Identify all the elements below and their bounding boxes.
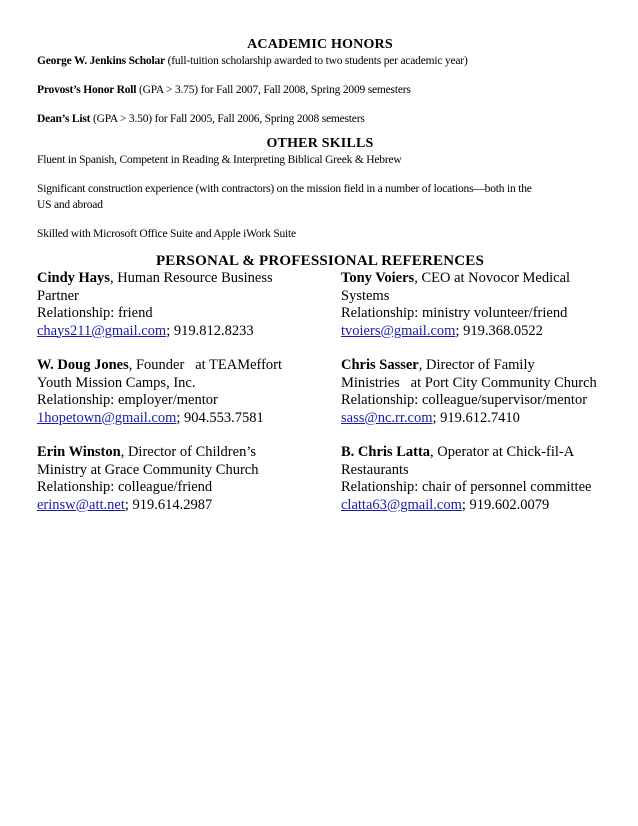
reference-relationship: Relationship: friend	[37, 305, 153, 321]
honor-title: George W. Jenkins Scholar	[37, 55, 165, 67]
reference-relationship: Relationship: employer/mentor	[37, 392, 218, 408]
references-left-column	[37, 270, 299, 531]
reference-name: Tony Voiers	[341, 270, 415, 286]
reference-email-link[interactable]: clatta63@gmail.com	[341, 496, 462, 513]
reference-email-link[interactable]: chays211@gmail.com	[37, 322, 167, 339]
reference-phone: ; 919.812.8233	[166, 322, 254, 339]
reference-title: , Director of Children’s	[120, 444, 256, 460]
reference-relationship: Relationship: ministry volunteer/friend	[341, 305, 568, 321]
reference-title-cont: Partner	[37, 287, 79, 304]
reference-relationship: Relationship: colleague/friend	[37, 479, 213, 495]
reference-phone: ; 919.614.2987	[124, 496, 213, 513]
reference-title: , CEO at Novocor Medical	[414, 270, 571, 286]
reference-title-cont: Restaurants	[341, 461, 409, 478]
reference-name: Chris Sasser	[341, 357, 419, 373]
reference-entry	[37, 270, 299, 340]
reference-entry	[341, 270, 603, 340]
reference-title: , Founder at TEAMeffort	[128, 357, 283, 373]
reference-phone: ; 919.368.0522	[455, 322, 543, 339]
honor-detail: (full-tuition scholarship awarded to two students per academic year)	[164, 55, 468, 67]
reference-title-cont: Youth Mission Camps, Inc.	[37, 374, 196, 391]
reference-email-link[interactable]: erinsw@att.net	[37, 496, 125, 513]
reference-relationship: Relationship: colleague/supervisor/mentor	[341, 392, 588, 408]
reference-relationship: Relationship: chair of personnel committee	[341, 479, 592, 495]
reference-entry	[37, 357, 299, 427]
skill-item: Fluent in Spanish, Competent in Reading & Interpreting Biblical Greek & Hebrew	[37, 154, 402, 166]
reference-title-cont: Ministries at Port City Community Church	[341, 374, 597, 391]
references-heading: PERSONAL & PROFESSIONAL REFERENCES	[155, 253, 485, 269]
reference-title: , Human Resource Business	[109, 270, 273, 286]
other-skills-heading: OTHER SKILLS	[266, 136, 374, 151]
skill-item: Significant construction experience (with contractors) on the mission field in a number of locations—both in the	[37, 183, 532, 195]
skill-item-continued: US and abroad	[37, 199, 103, 211]
academic-honors-heading: ACADEMIC HONORS	[247, 37, 393, 52]
honor-item	[37, 111, 603, 127]
honor-detail: (GPA > 3.50) for Fall 2005, Fall 2006, Spring 2008 semesters	[90, 113, 365, 125]
resume-page	[37, 36, 603, 531]
reference-title-cont: Ministry at Grace Community Church	[37, 461, 259, 478]
references-columns	[37, 270, 603, 531]
references-right-column	[341, 270, 603, 531]
honor-detail: (GPA > 3.75) for Fall 2007, Fall 2008, Spring 2009 semesters	[136, 84, 411, 96]
reference-title: , Director of Family	[418, 357, 535, 373]
reference-entry	[341, 444, 603, 514]
reference-phone: ; 904.553.7581	[176, 409, 264, 426]
reference-phone: ; 919.612.7410	[432, 409, 520, 426]
reference-name: Erin Winston	[37, 444, 121, 460]
honor-item	[37, 82, 603, 98]
reference-phone: ; 919.602.0079	[461, 496, 550, 513]
honor-item	[37, 53, 603, 69]
reference-name: B. Chris Latta	[341, 444, 431, 460]
reference-title-cont: Systems	[341, 287, 390, 304]
honor-title: Dean’s List	[37, 113, 91, 125]
reference-entry	[37, 444, 299, 514]
reference-email-link[interactable]: tvoiers@gmail.com	[341, 322, 456, 339]
honor-title: Provost’s Honor Roll	[37, 84, 137, 96]
reference-entry	[341, 357, 603, 427]
reference-email-link[interactable]: sass@nc.rr.com	[341, 409, 433, 426]
skill-item: Skilled with Microsoft Office Suite and Apple iWork Suite	[37, 228, 296, 240]
reference-name: W. Doug Jones	[37, 357, 129, 373]
reference-title: , Operator at Chick-fil-A	[430, 444, 575, 460]
reference-email-link[interactable]: 1hopetown@gmail.com	[37, 409, 177, 426]
reference-name: Cindy Hays	[37, 270, 110, 286]
